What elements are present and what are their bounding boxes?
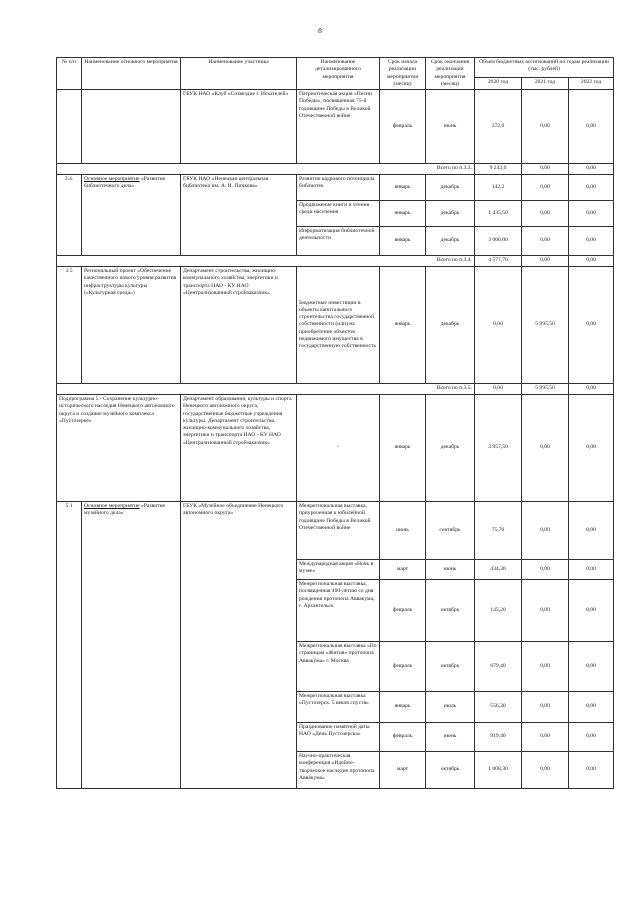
participant-cell: ГБУК «Музейное объединение Ненецкого автономного округа» <box>181 502 297 789</box>
end-cell: октябрь <box>426 642 475 692</box>
start-cell: июнь <box>380 502 426 560</box>
value-2021: 0,00 <box>522 395 569 502</box>
value-2020: 142,2 <box>475 175 522 201</box>
value-2022: 0,00 <box>569 752 614 789</box>
row-number: 3.5 <box>57 267 82 384</box>
value-2020: 3 000,00 <box>475 227 522 256</box>
value-2020: 3 957,50 <box>475 395 522 502</box>
value-2022: 0,00 <box>569 502 614 560</box>
value-2021: 5 995,50 <box>522 267 569 384</box>
detail-cell: Международная акция «Ночь в музее» <box>297 560 380 580</box>
detail-cell: Межрегиональная выставка, посвященная 400-летию со дня рождения протопопа Аввакума, г. Архангельск <box>297 580 380 642</box>
value-2022: 0,00 <box>569 723 614 752</box>
main-event-cell: Основное мероприятие «Развитие библиотечного дела» <box>82 175 181 256</box>
total-2021: 5 995,50 <box>522 384 569 395</box>
detail-cell: Межрегиональная выставка «Пустозерск. 5 веков спустя» <box>297 692 380 723</box>
total-label: Всего по п.3.3. <box>57 164 475 175</box>
end-cell: июнь <box>426 560 475 580</box>
header-num: № п/п <box>57 58 82 90</box>
detail-cell: Празднование памятной даты НАО «День Пустозерска» <box>297 723 380 752</box>
end-cell: декабрь <box>426 267 475 384</box>
value-2021: 0,00 <box>522 201 569 227</box>
value-2022: 0,00 <box>569 201 614 227</box>
start-cell: январь <box>380 175 426 201</box>
total-2022: 0,00 <box>569 384 614 395</box>
detail-cell: Информатизация библиотечной деятельности <box>297 227 380 256</box>
participant-cell: Департамент строительства, жилищно-коммунального хозяйства, энергетики и транспорта НАО - КУ НАО «Централизованный стройзаказчик» <box>181 267 297 384</box>
value-2020: 556,30 <box>475 692 522 723</box>
table-row <box>57 90 614 164</box>
value-2021: 0,00 <box>522 560 569 580</box>
value-2022: 0,00 <box>569 692 614 723</box>
value-2021: 0,00 <box>522 502 569 560</box>
detail-cell: Бюджетные инвестиции в объекты капитального строительства государственной собственности (или) на приобретение объектов недвижимого имущества в государственную собственность <box>297 267 380 384</box>
value-2020: 919,40 <box>475 723 522 752</box>
participant-cell: ГБУК НАО «Клуб «Созвездие г. Искателей» <box>181 90 297 164</box>
end-cell: декабрь <box>426 201 475 227</box>
total-2020: 4 577,70 <box>475 256 522 267</box>
total-2020: 0,00 <box>475 384 522 395</box>
detail-cell: - <box>297 395 380 502</box>
header-end: Срок окончания реализации мероприятия (месяц) <box>426 58 475 90</box>
total-2022: 0,00 <box>569 164 614 175</box>
end-cell: декабрь <box>426 395 475 502</box>
value-2022: 0,00 <box>569 560 614 580</box>
start-cell: март <box>380 752 426 789</box>
total-2021: 0,00 <box>522 256 569 267</box>
value-2022: 0,00 <box>569 90 614 164</box>
detail-cell: Патриотическая акция «Песни Победы», посвященная 75-й годовщине Победы в Великой Отечественной войне <box>297 90 380 164</box>
end-cell: июнь <box>426 90 475 164</box>
value-2020: 145,20 <box>475 580 522 642</box>
end-cell: июль <box>426 692 475 723</box>
value-2020: 75,70 <box>475 502 522 560</box>
detail-cell: Межрегиональная выставка, приуроченная к юбилейной годовщине Победы в Великой Отечественной войне <box>297 502 380 560</box>
table-row <box>57 502 614 560</box>
total-row <box>57 384 614 395</box>
detail-cell: Научно-практическая конференция «Идейно-творческое наследие протопопа Аввакума» <box>297 752 380 789</box>
subprogram-row <box>57 395 614 502</box>
value-2022: 0,00 <box>569 227 614 256</box>
total-label: Всего по п.3.5. <box>57 384 475 395</box>
value-2021: 0,00 <box>522 90 569 164</box>
row-number: 3.4. <box>57 175 82 256</box>
detail-cell: Межрегиональная выставка «По страницам «Жития» протопопа Аввакума» г. Москва <box>297 642 380 692</box>
total-row <box>57 256 614 267</box>
participant-cell: ГБУК НАО «Ненецкая центральная библиотека им. А. И. Пичкова» <box>181 175 297 256</box>
header-participant: Наименование участника <box>181 58 297 90</box>
main-event-cell: Региональный проект «Обеспечение качественного нового уровня развития инфраструктуры культуры («Культурная среда») <box>82 267 181 384</box>
page-number: 8 <box>318 26 322 35</box>
start-cell: февраль <box>380 642 426 692</box>
participant-cell: Департамент образования, культуры и спорта Ненецкого автономного округа, государственные бюджетные учреждения культуры, Департамент строительства, жилищно-коммунального хозяйства, энергетики и транспорта НАО - КУ НАО «Централизованный стройзаказчик» <box>181 395 297 502</box>
total-2020: 9 243,0 <box>475 164 522 175</box>
header-start: Срок начала реализации мероприятия (месяц) <box>380 58 426 90</box>
value-2021: 0,00 <box>522 692 569 723</box>
detail-cell: Продвижение книги и чтения среди населения <box>297 201 380 227</box>
value-2022: 0,00 <box>569 580 614 642</box>
end-cell: октябрь <box>426 752 475 789</box>
row-number: 5.1 <box>57 502 82 789</box>
header-2020: 2020 год <box>475 78 522 90</box>
total-row <box>57 164 614 175</box>
header-budget: Объем бюджетных ассигнований по годам реализации (тыс. рублей) <box>475 58 614 78</box>
end-cell: октябрь <box>426 580 475 642</box>
value-2020: 679,40 <box>475 642 522 692</box>
value-2020: 1 008,30 <box>475 752 522 789</box>
table-row <box>57 267 614 384</box>
header-2021: 2021 год <box>522 78 569 90</box>
value-2020: 1 435,50 <box>475 201 522 227</box>
value-2020: 0,00 <box>475 267 522 384</box>
start-cell: февраль <box>380 580 426 642</box>
value-2021: 0,00 <box>522 580 569 642</box>
value-2021: 0,00 <box>522 175 569 201</box>
value-2021: 0,00 <box>522 642 569 692</box>
program-table <box>56 57 614 789</box>
value-2021: 0,00 <box>522 227 569 256</box>
start-cell: январь <box>380 395 426 502</box>
header-main-event: Наименование основного мероприятия <box>82 58 181 90</box>
end-cell: сентябрь <box>426 502 475 560</box>
end-cell: декабрь <box>426 227 475 256</box>
value-2021: 0,00 <box>522 752 569 789</box>
start-cell: январь <box>380 227 426 256</box>
start-cell: март <box>380 560 426 580</box>
start-cell: февраль <box>380 90 426 164</box>
value-2020: 372,0 <box>475 90 522 164</box>
total-2022: 0,00 <box>569 256 614 267</box>
value-2022: 0,00 <box>569 267 614 384</box>
end-cell: декабрь <box>426 175 475 201</box>
start-cell: февраль <box>380 723 426 752</box>
subprogram-title: Подпрограмма 5 - Сохранение культурно-исторического наследия Ненецкого автономного округа и создание музейного комплекса «Пустозерье» <box>57 395 181 502</box>
detail-cell: Развитие кадрового потенциала библиотек <box>297 175 380 201</box>
value-2020: 434,30 <box>475 560 522 580</box>
start-cell: январь <box>380 267 426 384</box>
total-label: Всего по п.3.4. <box>57 256 475 267</box>
table-row <box>57 175 614 201</box>
value-2022: 0,00 <box>569 642 614 692</box>
main-event-cell: Основное мероприятие «Развитие музейного дела» <box>82 502 181 789</box>
end-cell: июнь <box>426 723 475 752</box>
total-2021: 0,00 <box>522 164 569 175</box>
value-2022: 0,00 <box>569 395 614 502</box>
header-2022: 2022 год <box>569 78 614 90</box>
header-detailing: Наименование детализированного мероприятия <box>297 58 380 90</box>
value-2021: 0,00 <box>522 723 569 752</box>
start-cell: январь <box>380 692 426 723</box>
start-cell: январь <box>380 201 426 227</box>
header-row <box>57 58 614 78</box>
value-2022: 0,00 <box>569 175 614 201</box>
